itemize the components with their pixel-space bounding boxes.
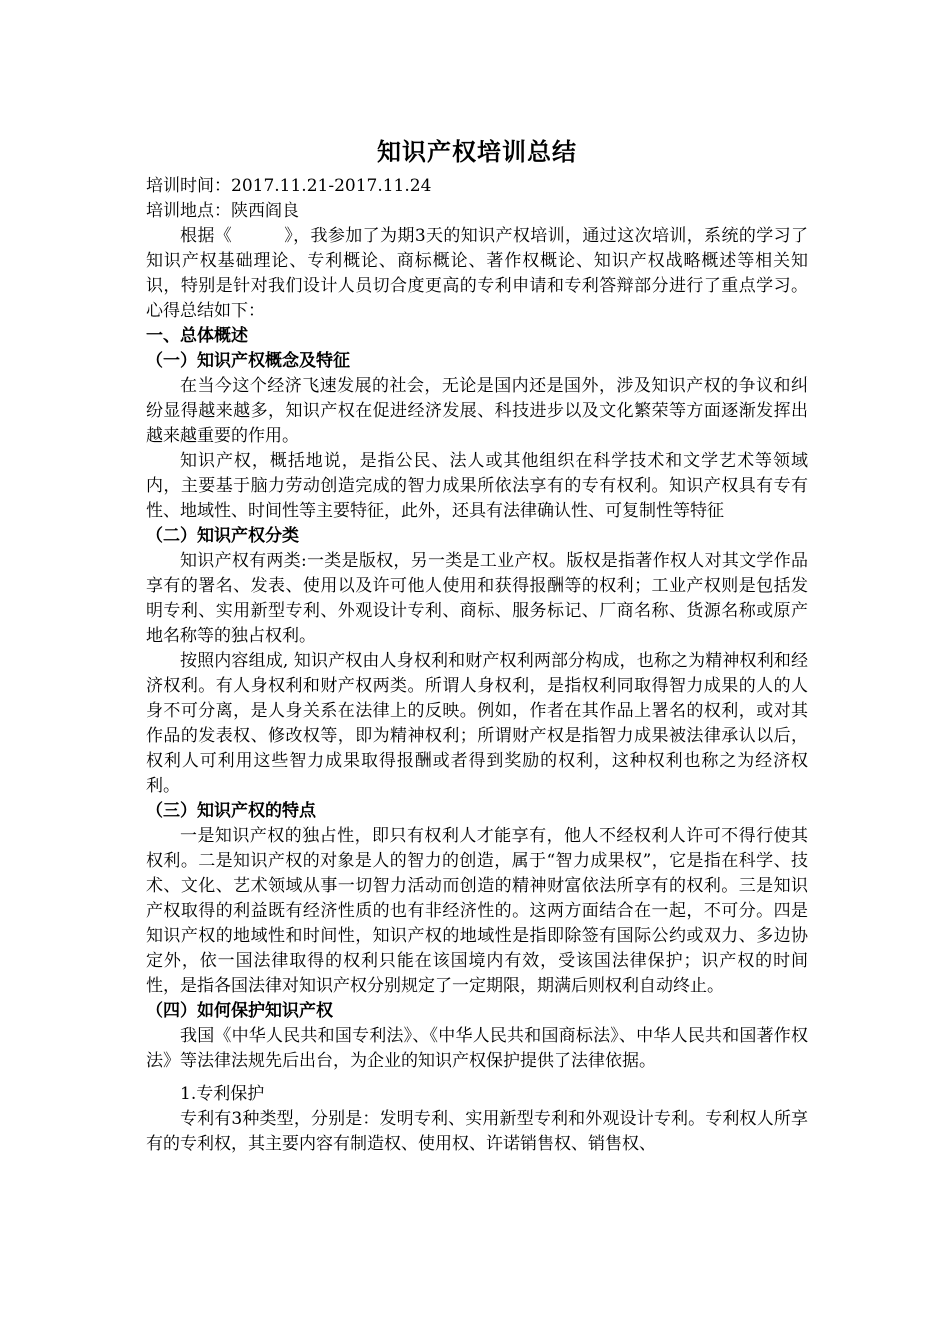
intro-paragraph: 根据《 》，我参加了为期3天的知识产权培训，通过这次培训，系统的学习了知识产权基础理论、专利概论、商标概论、著作权概论、知识产权战略概述等相关知识，特别是针对我们设计人员切合度更高的专利申请和专利答辩部分进行了重点学习。心得总结如下： bbox=[146, 226, 808, 321]
list-item-patent-protection: 1.专利保护 bbox=[180, 1084, 265, 1104]
paragraph: 在当今这个经济飞速发展的社会，无论是国内还是国外，涉及知识产权的争议和纠纷显得越来越多，知识产权在促进经济发展、科技进步以及文化繁荣等方面逐渐发挥出越来越重要的作用。 bbox=[146, 376, 808, 446]
document-page bbox=[146, 130, 808, 1157]
subsection-heading-classification: （二）知识产权分类 bbox=[146, 526, 299, 546]
subsection-heading-protection: （四）如何保护知识产权 bbox=[146, 1001, 333, 1021]
paragraph: 按照内容组成, 知识产权由人身权利和财产权利两部分构成，也称之为精神权利和经济权利。有人身权利和财产权两类。所谓人身权利，是指权利同取得智力成果的人的人身不可分离，是人身关系在法律上的反映。例如，作者在其作品上署名的权利，或对其作品的发表权、修改权等，即为精神权利；所谓财产权是指智力成果被法律承认以后，权利人可利用这些智力成果取得报酬或者得到奖励的权利，这种权利也称之为经济权利。 bbox=[146, 651, 808, 796]
document-title: 知识产权培训总结 bbox=[377, 138, 577, 166]
paragraph: 一是知识产权的独占性，即只有权利人才能享有，他人不经权利人许可不得行使其权利。二是知识产权的对象是人的智力的创造，属于“智力成果权”，它是指在科学、技术、文化、艺术领域从事一切智力活动而创造的精神财富依法所享有的权利。三是知识产权取得的利益既有经济性质的也有非经济性的。这两方面结合在一起，不可分。四是知识产权的地域性和时间性，知识产权的地域性是指即除签有国际公约或双力、多边协定外，依一国法律取得的权利只能在该国境内有效，受该国法律保护；识产权的时间性，是指各国法律对知识产权分别规定了一定期限，期满后则权利自动终止。 bbox=[146, 826, 808, 996]
paragraph: 专利有3种类型，分别是：发明专利、实用新型专利和外观设计专利。专利权人所享有的专利权，其主要内容有制造权、使用权、许诺销售权、销售权、 bbox=[146, 1109, 808, 1154]
paragraph: 知识产权有两类:一类是版权，另一类是工业产权。版权是指著作权人对其文学作品享有的署名、发表、使用以及许可他人使用和获得报酬等的权利；工业产权则是包括发明专利、实用新型专利、外观设计专利、商标、服务标记、厂商名称、货源名称或原产地名称等的独占权利。 bbox=[146, 551, 808, 646]
section-heading-overview: 一、总体概述 bbox=[146, 326, 248, 346]
training-time: 培训时间：2017.11.21-2017.11.24 bbox=[146, 176, 432, 196]
subsection-heading-characteristics: （三）知识产权的特点 bbox=[146, 801, 316, 821]
subsection-heading-concept: （一）知识产权概念及特征 bbox=[146, 351, 350, 371]
paragraph: 知识产权，概括地说，是指公民、法人或其他组织在科学技术和文学艺术等领域内，主要基于脑力劳动创造完成的智力成果所依法享有的专有权利。知识产权具有专有性、地域性、时间性等主要特征，此外，还具有法律确认性、可复制性等特征 bbox=[146, 451, 808, 521]
paragraph: 我国《中华人民共和国专利法》、《中华人民共和国商标法》、中华人民共和国著作权法》等法律法规先后出台，为企业的知识产权保护提供了法律依据。 bbox=[146, 1026, 808, 1071]
training-place: 培训地点：陕西阎良 bbox=[146, 201, 299, 221]
